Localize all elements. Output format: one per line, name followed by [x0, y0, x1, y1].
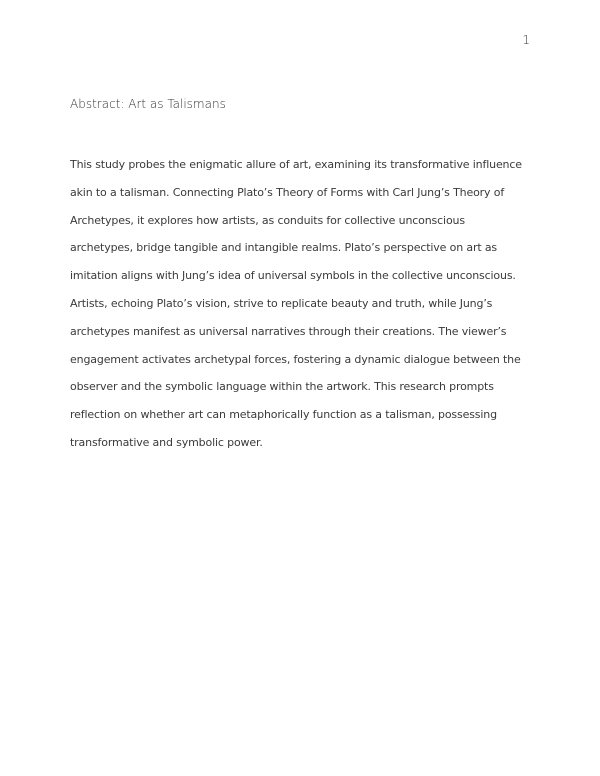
- paragraph-line: engagement activates archetypal forces, fostering a dynamic dialogue between the: [70, 352, 521, 366]
- paragraph-line: transformative and symbolic power.: [70, 435, 263, 449]
- paragraph-line: imitation aligns with Jung’s idea of universal symbols in the collective unconscious.: [70, 269, 516, 283]
- paragraph-line: Archetypes, it explores how artists, as conduits for collective unconscious: [70, 213, 465, 227]
- paragraph-line: Artists, echoing Plato’s vision, strive to replicate beauty and truth, while Jung’s: [70, 296, 493, 310]
- paragraph-line: This study probes the enigmatic allure of art, examining its transformative influence: [70, 158, 522, 171]
- paragraph-line: observer and the symbolic language within the artwork. This research prompts: [70, 380, 494, 394]
- paragraph-line: akin to a talisman. Connecting Plato’s Theory of Forms with Carl Jung’s Theory of: [70, 185, 505, 199]
- page-number: 1: [522, 33, 530, 47]
- paragraph-line: archetypes manifest as universal narratives through their creations. The viewer’s: [70, 324, 507, 338]
- document-title: Abstract: Art as Talismans: [70, 97, 226, 111]
- paragraph-line: archetypes, bridge tangible and intangible realms. Plato’s perspective on art as: [70, 241, 498, 255]
- paragraph-line: reflection on whether art can metaphorically function as a talisman, possessing: [70, 408, 497, 422]
- abstract-paragraph: [70, 151, 540, 457]
